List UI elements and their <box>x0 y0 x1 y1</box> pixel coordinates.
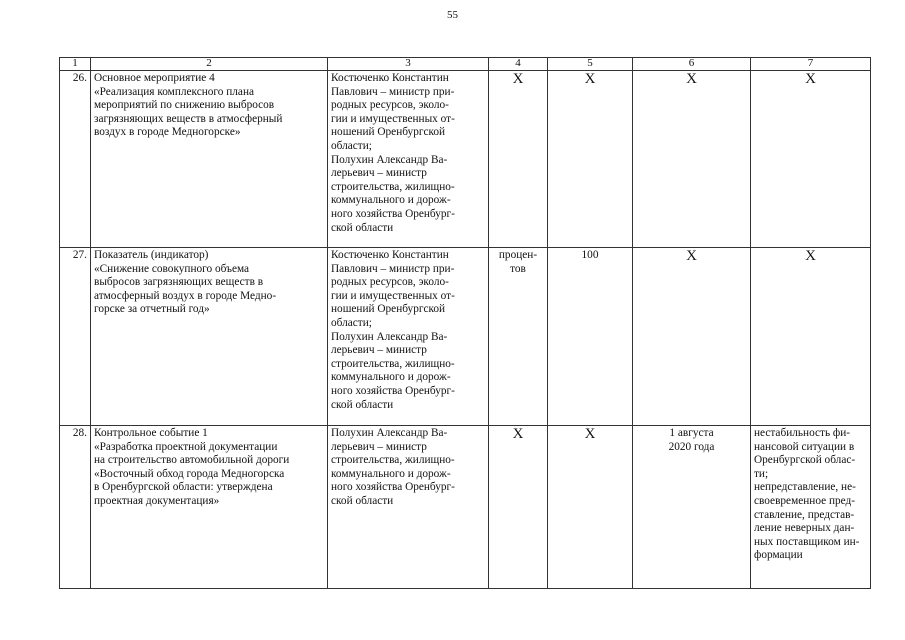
text-line: Контрольное событие 1 <box>94 427 208 439</box>
text-line: воздух в городе Медногорске» <box>94 126 241 139</box>
column-header: 5 <box>548 58 633 71</box>
text-line: строительства, жилищно- <box>331 180 455 193</box>
text-line: Павлович – министр при- <box>331 85 455 98</box>
text-line: лерьевич – министр <box>331 344 427 357</box>
text-line: ской области <box>331 494 394 507</box>
text-line: Показатель (индикатор) <box>94 249 209 261</box>
text-line: родных ресурсов, эколо- <box>331 99 449 112</box>
text-line: лерьевич – министр <box>331 167 427 180</box>
text-line: загрязняющих веществ в атмосферный <box>94 112 283 125</box>
table-header-row <box>60 58 871 71</box>
text-line: формации <box>754 549 803 562</box>
text-line: 1 августа <box>669 427 714 439</box>
text-line: Павлович – министр при- <box>331 262 455 275</box>
text-line: процен- <box>498 249 538 261</box>
unit-cell: Х <box>489 426 548 589</box>
text-line: коммунального и дорож- <box>331 194 451 207</box>
text-line: на строительство автомобильной дороги <box>94 454 290 467</box>
text-line: «Реализация комплексного плана <box>94 85 255 98</box>
text-line: «Восточный обход города Медногорска <box>94 467 285 480</box>
text-line: горске за отчетный год» <box>94 303 210 316</box>
text-line: мероприятий по снижению выбросов <box>94 99 275 112</box>
text-line: Основное мероприятие 4 <box>94 72 215 84</box>
value-cell: 100 <box>548 248 633 426</box>
text-line: родных ресурсов, эколо- <box>331 276 449 289</box>
text-line: коммунального и дорож- <box>331 467 451 480</box>
document-table <box>59 57 871 589</box>
responsible-cell <box>328 248 489 426</box>
column-header: 2 <box>91 58 328 71</box>
row-number: 28. <box>60 426 91 589</box>
text-line: строительства, жилищно- <box>331 357 455 370</box>
page-number: 55 <box>447 9 458 21</box>
text-line: Полухин Александр Ва- <box>331 330 448 343</box>
column-header: 6 <box>633 58 751 71</box>
risk-cell: Х <box>751 71 871 248</box>
text-line: в Оренбургской области: утверждена <box>94 481 273 494</box>
deadline-cell <box>633 426 751 589</box>
unit-cell: Х <box>489 71 548 248</box>
value-cell: Х <box>548 426 633 589</box>
risk-cell <box>751 426 871 589</box>
text-line: ской области <box>331 398 394 411</box>
text-line: области; <box>331 316 372 329</box>
column-header: 1 <box>60 58 91 71</box>
event-name-cell <box>91 248 328 426</box>
table-row <box>60 71 871 248</box>
deadline-cell: Х <box>633 248 751 426</box>
text-line: атмосферный воздух в городе Медно- <box>94 289 277 302</box>
column-header: 7 <box>751 58 871 71</box>
text-line: ного хозяйства Оренбург- <box>331 384 455 397</box>
text-line: тов <box>510 262 526 275</box>
text-line: Оренбургской облас- <box>754 454 856 467</box>
column-header: 4 <box>489 58 548 71</box>
text-line: выбросов загрязняющих веществ в <box>94 276 264 289</box>
text-line: 2020 года <box>668 440 715 453</box>
event-name-cell <box>91 71 328 248</box>
text-line: ных поставщиком ин- <box>754 535 860 548</box>
text-line: ставление, представ- <box>754 508 855 521</box>
responsible-cell <box>328 71 489 248</box>
text-line: «Разработка проектной документации <box>94 440 278 453</box>
event-name-cell <box>91 426 328 589</box>
text-line: «Снижение совокупного объема <box>94 262 250 275</box>
text-line: своевременное пред- <box>754 494 856 507</box>
unit-cell <box>489 248 548 426</box>
text-line: гии и имущественных от- <box>331 112 455 125</box>
text-line: лерьевич – министр <box>331 440 427 453</box>
text-line: проектная документация» <box>94 494 220 507</box>
text-line: нансовой ситуации в <box>754 440 855 453</box>
text-line: непредставление, не- <box>754 481 856 494</box>
table-row <box>60 426 871 589</box>
text-line: ного хозяйства Оренбург- <box>331 207 455 220</box>
text-line: ление неверных дан- <box>754 522 855 535</box>
column-header: 3 <box>328 58 489 71</box>
responsible-cell <box>328 426 489 589</box>
text-line: Полухин Александр Ва- <box>331 427 448 439</box>
text-line: Костюченко Константин <box>331 72 449 84</box>
value-cell: Х <box>548 71 633 248</box>
text-line: области; <box>331 139 372 152</box>
row-number: 27. <box>60 248 91 426</box>
text-line: ношений Оренбургской <box>331 303 446 316</box>
row-number: 26. <box>60 71 91 248</box>
text-line: гии и имущественных от- <box>331 289 455 302</box>
text-line: ской области <box>331 221 394 234</box>
deadline-cell: Х <box>633 71 751 248</box>
text-line: ношений Оренбургской <box>331 126 446 139</box>
text-line: строительства, жилищно- <box>331 454 455 467</box>
text-line: Полухин Александр Ва- <box>331 153 448 166</box>
text-line: ти; <box>754 467 769 480</box>
text-line: нестабильность фи- <box>754 427 851 439</box>
text-line: Костюченко Константин <box>331 249 449 261</box>
table-row <box>60 248 871 426</box>
text-line: коммунального и дорож- <box>331 371 451 384</box>
risk-cell: Х <box>751 248 871 426</box>
text-line: ного хозяйства Оренбург- <box>331 481 455 494</box>
